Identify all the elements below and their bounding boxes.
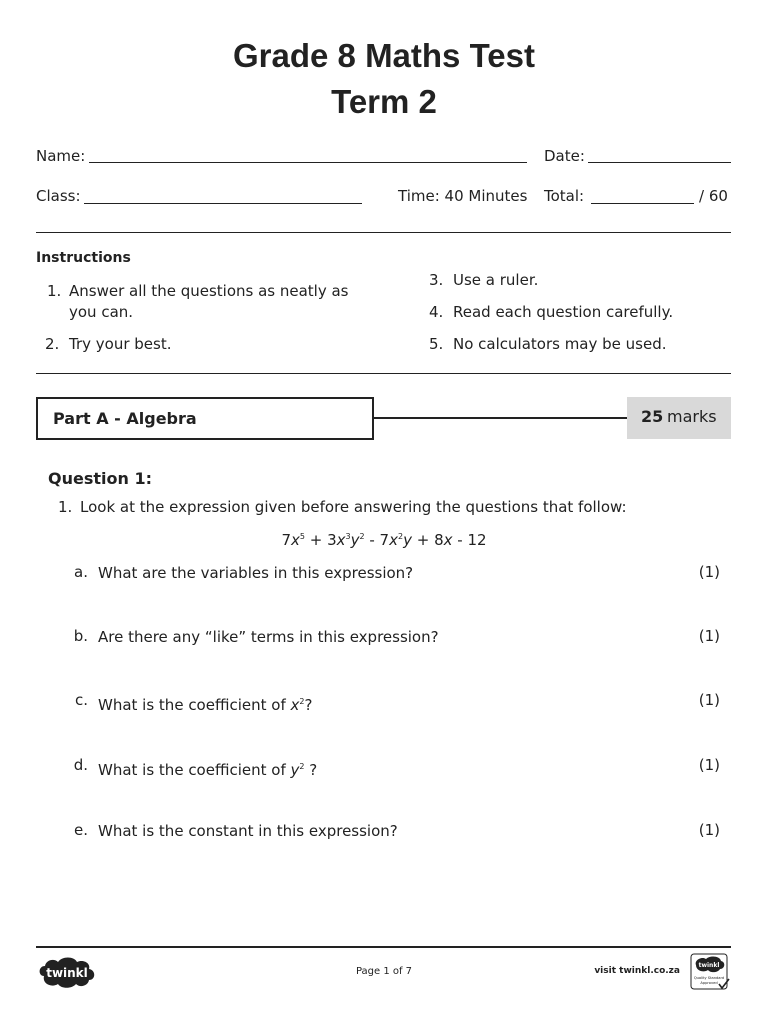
name-label: Name: [36, 147, 86, 165]
sub-question-marks: (1) [698, 563, 720, 581]
instruction-text: Use a ruler. [453, 271, 539, 289]
sub-question-letter: b. [73, 627, 88, 645]
instruction-text: Read each question carefully. [453, 303, 674, 321]
time-text: Time: 40 Minutes [398, 187, 528, 205]
date-label: Date: [544, 147, 585, 165]
sub-question-letter: c. [74, 691, 88, 709]
quality-badge-icon [690, 953, 730, 991]
divider-bottom [36, 373, 731, 374]
sub-question-text: Are there any “like” terms in this expression? [98, 628, 439, 646]
page-title-line2: Term 2 [331, 83, 437, 120]
question-heading: Question 1: [48, 469, 152, 488]
part-title-box [36, 397, 374, 440]
sub-question-text: What is the constant in this expression? [98, 822, 398, 840]
instructions-heading: Instructions [36, 250, 131, 266]
class-label: Class: [36, 187, 81, 205]
part-marks-number: 25 [641, 407, 664, 426]
total-suffix: / 60 [699, 187, 728, 205]
sub-question-letter: a. [74, 563, 88, 581]
footer-divider [36, 946, 731, 948]
date-field[interactable] [588, 162, 731, 163]
sub-question-marks: (1) [698, 756, 720, 774]
instruction-number: 4. [429, 303, 444, 321]
instruction-text: No calculators may be used. [453, 335, 667, 353]
badge-title: twinkl [698, 962, 720, 969]
class-field[interactable] [84, 203, 362, 204]
instruction-text: Answer all the questions as neatly as [69, 282, 349, 300]
instruction-text: Try your best. [69, 335, 172, 353]
part-marks-word: marks [667, 407, 717, 426]
name-field[interactable] [89, 162, 527, 163]
sub-question-letter: e. [74, 821, 88, 839]
sub-question-marks: (1) [698, 691, 720, 709]
logo-text: twinkl [46, 966, 88, 980]
sub-question-text: What is the coefficient of $x^2$? [98, 696, 313, 714]
instruction-text-cont: you can. [69, 303, 134, 321]
instruction-number: 5. [429, 335, 444, 353]
sub-question-letter: d. [73, 756, 88, 774]
page-title-line1: Grade 8 Maths Test [233, 37, 535, 74]
visit-link[interactable]: visit twinkl.co.za [594, 966, 680, 976]
divider-top [36, 232, 731, 233]
page-number: Page 1 of 7 [355, 966, 413, 977]
part-marks-box [627, 397, 731, 439]
badge-line2: Approved [700, 981, 718, 985]
algebraic-expression: $7x^5 + 3x^3y^2 - 7x^2y + 8x - 12$ [281, 531, 487, 549]
sub-question-text: What are the variables in this expression? [98, 564, 414, 582]
total-label: Total: [544, 187, 585, 205]
sub-question-marks: (1) [698, 821, 720, 839]
part-title: Part A - Algebra [53, 409, 197, 428]
sub-question-marks: (1) [698, 627, 720, 645]
question-intro-text: Look at the expression given before answering the questions that follow: [80, 498, 627, 516]
instruction-number: 1. [47, 282, 62, 300]
total-field[interactable] [591, 203, 694, 204]
question-intro-number: 1. [58, 498, 73, 516]
instruction-number: 3. [429, 271, 444, 289]
sub-question-text: What is the coefficient of $y^2$ ? [98, 761, 318, 779]
part-connector-line [374, 417, 628, 419]
badge-line1: Quality Standard [693, 976, 725, 980]
instruction-number: 2. [45, 335, 60, 353]
